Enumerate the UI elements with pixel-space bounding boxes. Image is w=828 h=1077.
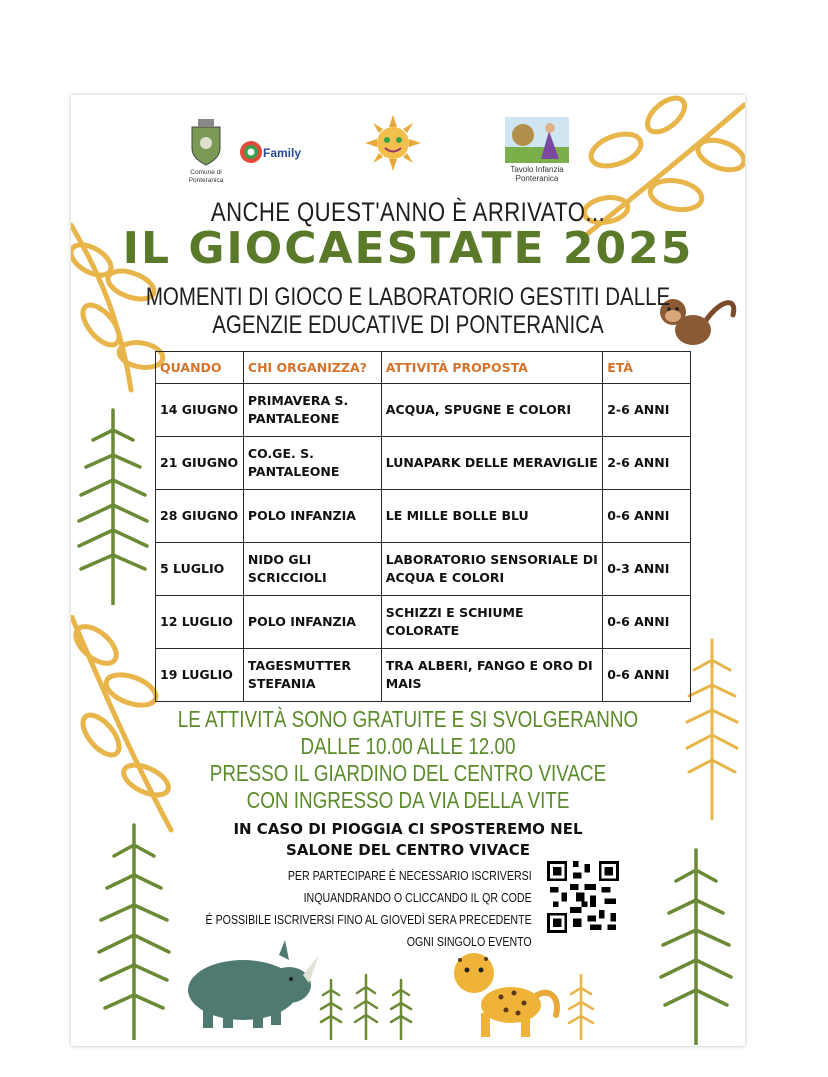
cell-organizer: PRIMAVERA S. PANTALEONE [243, 384, 381, 437]
cell-organizer: POLO INFANZIA [243, 490, 381, 543]
rain-notice [71, 819, 745, 861]
page-title: IL GIOCAESTATE 2025 [122, 223, 694, 274]
small-ferns-bottom [311, 965, 451, 1040]
cell-activity: LUNAPARK DELLE MERAVIGLIE [381, 437, 602, 490]
subtitle-line2: AGENZIE EDUCATIVE DI PONTERANICA [212, 311, 604, 339]
registration-line1: PER PARTECIPARE É NECESSARIO ISCRIVERSI [288, 869, 532, 883]
table-row [156, 490, 691, 543]
rain-line1: IN CASO DI PIOGGIA CI SPOSTEREMO NEL [233, 820, 583, 838]
table-row [156, 596, 691, 649]
comune-label-line2: Ponteranica [188, 177, 224, 184]
cell-age: 2-6 ANNI [603, 437, 691, 490]
cell-organizer: NIDO GLI SCRICCIOLI [243, 543, 381, 596]
info-line4: CON INGRESSO DA VIA DELLA VITE [246, 787, 570, 813]
cell-when: 14 GIUGNO [156, 384, 244, 437]
col-header-age: ETÀ [603, 352, 691, 384]
table-row [156, 649, 691, 702]
tavolo-label-line2: Ponteranica [515, 174, 559, 183]
schedule-table [155, 351, 691, 702]
registration-line4: OGNI SINGOLO EVENTO [407, 935, 532, 949]
cell-when: 12 LUGLIO [156, 596, 244, 649]
tavolo-infanzia-label [495, 165, 579, 183]
rain-line2: SALONE DEL CENTRO VIVACE [286, 841, 530, 859]
cell-when: 5 LUGLIO [156, 543, 244, 596]
comune-crest-icon [188, 117, 224, 169]
info-line3: PRESSO IL GIARDINO DEL CENTRO VIVACE [209, 760, 607, 786]
info-line2: DALLE 10.00 ALLE 12.00 [300, 733, 516, 759]
poster [71, 95, 745, 1046]
cell-when: 28 GIUGNO [156, 490, 244, 543]
tavolo-label-line1: Tavolo Infanzia [510, 165, 564, 174]
subtitle [132, 283, 685, 339]
col-header-when: QUANDO [156, 352, 244, 384]
cell-age: 0-6 ANNI [603, 649, 691, 702]
cell-age: 2-6 ANNI [603, 384, 691, 437]
cell-activity: LE MILLE BOLLE BLU [381, 490, 602, 543]
small-yellow-fern-bottom [561, 970, 601, 1040]
cell-age: 0-6 ANNI [603, 596, 691, 649]
sun-logo-icon [365, 115, 421, 171]
comune-label-line1: Comune di [190, 169, 222, 176]
registration-line2: INQUANDRANDO O CLICCANDO IL QR CODE [303, 891, 532, 905]
cell-when: 21 GIUGNO [156, 437, 244, 490]
table-header-row [156, 352, 691, 384]
cell-age: 0-3 ANNI [603, 543, 691, 596]
cell-activity: LABORATORIO SENSORIALE DI ACQUA E COLORI [381, 543, 602, 596]
registration-line3: É POSSIBILE ISCRIVERSI FINO AL GIOVEDÌ SERA PRECEDENTE [205, 913, 532, 927]
info-block [132, 706, 685, 814]
cell-activity: TRA ALBERI, FANGO E ORO DI MAIS [381, 649, 602, 702]
cell-activity: ACQUA, SPUGNE E COLORI [381, 384, 602, 437]
kicker-text: ANCHE QUEST'ANNO È ARRIVATO... [210, 197, 606, 227]
comune-label [176, 169, 236, 185]
cell-age: 0-6 ANNI [603, 490, 691, 543]
cell-when: 19 LUGLIO [156, 649, 244, 702]
table-row [156, 543, 691, 596]
tavolo-infanzia-logo-icon [505, 117, 569, 163]
table-row [156, 437, 691, 490]
qr-code[interactable] [547, 861, 619, 933]
cheetah-illustration [446, 945, 566, 1040]
table-row [156, 384, 691, 437]
green-fern-left [71, 405, 156, 605]
col-header-activity: ATTIVITÀ PROPOSTA [381, 352, 602, 384]
cell-activity: SCHIZZI E SCHIUME COLORATE [381, 596, 602, 649]
registration-notice [206, 865, 532, 953]
cell-organizer: TAGESMUTTER STEFANIA [243, 649, 381, 702]
family-logo-label: Family [263, 146, 302, 160]
info-line1: LE ATTIVITÀ SONO GRATUITE E SI SVOLGERANNO [177, 706, 639, 732]
cell-organizer: POLO INFANZIA [243, 596, 381, 649]
cell-organizer: CO.GE. S. PANTALEONE [243, 437, 381, 490]
green-fern-bottom-right [651, 845, 741, 1045]
subtitle-line1: MOMENTI DI GIOCO E LABORATORIO GESTITI DALLE [145, 283, 671, 311]
col-header-organizer: CHI ORGANIZZA? [243, 352, 381, 384]
